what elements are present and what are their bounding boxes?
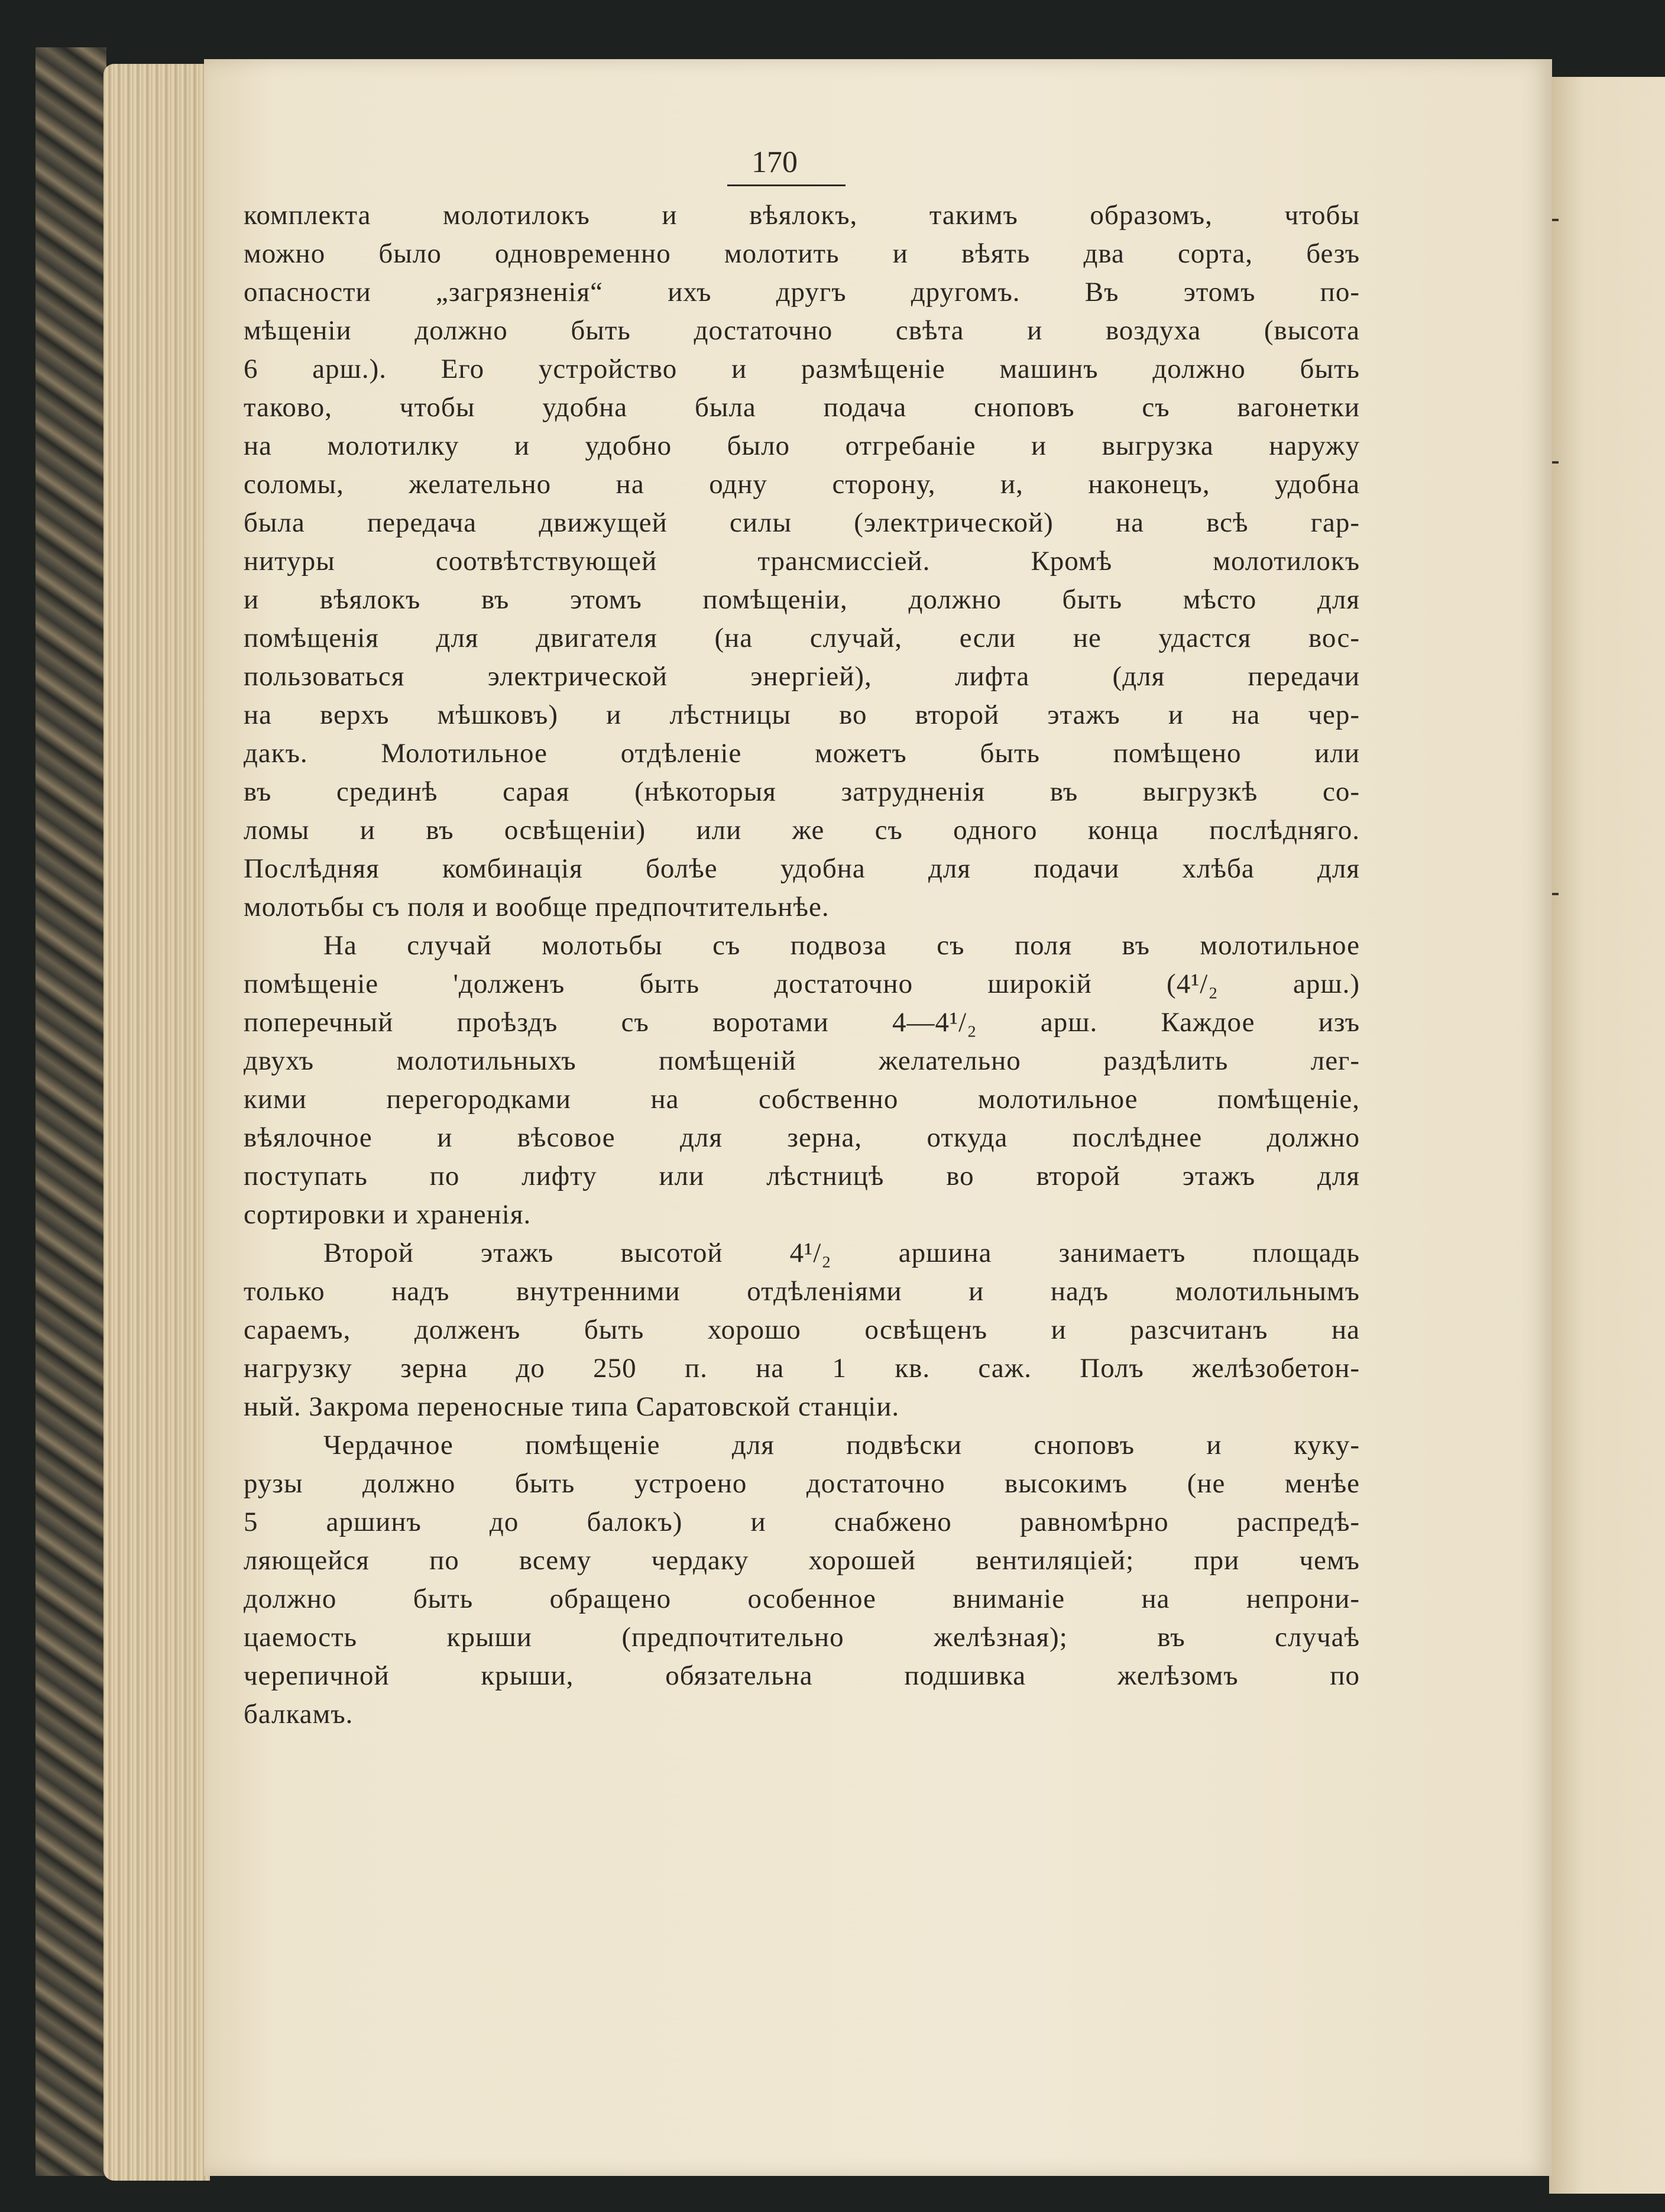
text-line: на верхъ мѣшковъ) и лѣстницы во второй этажъ и на чер- <box>244 699 1360 730</box>
text-line: соломы, желательно на одну сторону, и, наконецъ, удобна <box>244 469 1360 500</box>
text-line: ляющейся по всему чердаку хорошей вентиляціей; при чемъ <box>244 1545 1360 1576</box>
text-line: на молотилку и удобно было отгребаніе и выгрузка наружу <box>244 430 1360 461</box>
text-line: 6 арш.). Его устройство и размѣщеніе машинъ должно быть <box>244 354 1360 384</box>
text-line: помѣщенія для двигателя (на случай, если не удастся вос- <box>244 623 1360 653</box>
text-line: нитуры соотвѣтствующей трансмиссіей. Кромѣ молотилокъ <box>244 546 1360 577</box>
text-line: рузы должно быть устроено достаточно высокимъ (не менѣе <box>244 1468 1360 1499</box>
text-line: опасности „загрязненія“ ихъ другъ другомъ. Въ этомъ по- <box>244 277 1360 307</box>
text-line: сараемъ, долженъ быть хорошо освѣщенъ и разсчитанъ на <box>244 1314 1360 1345</box>
text-line: поперечный проѣздъ съ воротами 4—4¹/₂ арш. Каждое изъ <box>244 1007 1360 1038</box>
text-line: Второй этажъ высотой 4¹/₂ аршина занимаетъ площадь <box>323 1238 1360 1268</box>
text-line: На случай молотьбы съ подвоза съ поля въ молотильное <box>323 930 1360 961</box>
text-line: 5 аршинъ до балокъ) и снабжено равномѣрно распредѣ- <box>244 1507 1360 1537</box>
book-binding-edge <box>35 47 106 2176</box>
text-line: поступать по лифту или лѣстницѣ во второй этажъ для <box>244 1161 1360 1191</box>
stacked-page-edges <box>103 64 210 2181</box>
text-line: двухъ молотильныхъ помѣщеній желательно раздѣлить лег- <box>244 1045 1360 1076</box>
text-line: кими перегородками на собственно молотильное помѣщеніе, <box>244 1084 1360 1115</box>
text-line: помѣщеніе 'долженъ быть достаточно широкій (4¹/₂ арш.) <box>244 969 1360 999</box>
paragraph <box>244 1426 1360 1734</box>
text-line: таково, чтобы удобна была подача сноповъ съ вагонетки <box>244 392 1360 423</box>
adjacent-page <box>1549 77 1665 2194</box>
text-line: ломы и въ освѣщеніи) или же съ одного конца послѣдняго. <box>244 815 1360 846</box>
page-number: 170 <box>751 145 798 179</box>
text-line: Послѣдняя комбинація болѣе удобна для подачи хлѣба для <box>244 853 1360 884</box>
text-line: комплекта молотилокъ и вѣялокъ, такимъ образомъ, чтобы <box>244 200 1360 231</box>
page-number-rule <box>727 184 846 186</box>
text-line: можно было одновременно молотить и вѣять два сорта, безъ <box>244 238 1360 269</box>
text-line: ный. Закрома переносные типа Саратовской станціи. <box>244 1391 900 1422</box>
text-line: и вѣялокъ въ этомъ помѣщеніи, должно быть мѣсто для <box>244 584 1360 615</box>
text-line: только надъ внутренними отдѣленіями и надъ молотильнымъ <box>244 1276 1360 1307</box>
text-line: нагрузку зерна до 250 п. на 1 кв. саж. Полъ желѣзобетон- <box>244 1353 1360 1384</box>
body-text <box>244 196 1360 1793</box>
text-line: балкамъ. <box>244 1699 354 1730</box>
text-line: вѣялочное и вѣсовое для зерна, откуда послѣднее должно <box>244 1122 1360 1153</box>
paragraph <box>244 927 1360 1234</box>
paragraph <box>244 196 1360 927</box>
text-line: въ срединѣ сарая (нѣкоторыя затрудненія въ выгрузкѣ со- <box>244 776 1360 807</box>
text-line: должно быть обращено особенное вниманіе на непрони- <box>244 1583 1360 1614</box>
text-line: цаемость крыши (предпочтительно желѣзная); въ случаѣ <box>244 1622 1360 1653</box>
text-line: сортировки и храненія. <box>244 1199 532 1230</box>
text-line: была передача движущей силы (электрической) на всѣ гар- <box>244 507 1360 538</box>
text-line: Чердачное помѣщеніе для подвѣски сноповъ и куку- <box>323 1430 1360 1460</box>
text-line: черепичной крыши, обязательна подшивка желѣзомъ по <box>244 1660 1360 1691</box>
text-line: мѣщеніи должно быть достаточно свѣта и воздуха (высота <box>244 315 1360 346</box>
paragraph <box>244 1234 1360 1426</box>
text-line: дакъ. Молотильное отдѣленіе можетъ быть помѣщено или <box>244 738 1360 769</box>
text-line: пользоваться электрической энергіей), лифта (для передачи <box>244 661 1360 692</box>
text-line: молотьбы съ поля и вообще предпочтительнѣе. <box>244 892 830 922</box>
